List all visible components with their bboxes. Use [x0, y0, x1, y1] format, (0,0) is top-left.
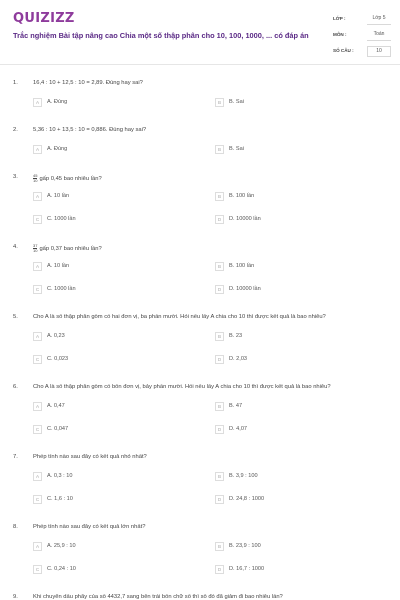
question-text: Cho A là số thập phân gồm có bốn đơn vị, bảy phần mười. Hỏi nếu lấy A chia cho 10 thì được kết quả là bao nhiêu?: [33, 384, 331, 390]
fraction-denominator: 10: [33, 248, 38, 253]
option-b[interactable]: [215, 95, 244, 109]
option-letter-box: A: [33, 402, 42, 411]
question-number: 8.: [13, 524, 18, 530]
option-text: B. 23: [229, 333, 243, 339]
option-text: A. 0,47: [47, 403, 65, 409]
option-letter-box: C: [33, 215, 42, 224]
option-a[interactable]: [33, 259, 69, 273]
question-text-wrapper: [33, 174, 393, 183]
question-number: 9.: [13, 594, 18, 600]
option-text: C. 0,023: [47, 356, 69, 362]
option-text: C. 1000 lần: [47, 286, 76, 292]
option-letter-box: A: [33, 145, 42, 154]
option-letter-box: C: [33, 495, 42, 504]
option-text: B. 100 lần: [229, 193, 255, 199]
option-d[interactable]: [215, 492, 264, 506]
meta-row-grade: [333, 13, 391, 28]
option-letter-box: B: [215, 145, 224, 154]
option-a[interactable]: [33, 189, 69, 203]
option-text: A. Đúng: [47, 146, 68, 152]
option-letter-box: B: [215, 542, 224, 551]
question-number: 6.: [13, 384, 18, 390]
worksheet-title: Trắc nghiệm Bài tập nâng cao Chia một số thập phân cho 10, 100, 1000, ... có đáp án: [13, 31, 309, 40]
option-text: B. 3,9 : 100: [229, 473, 258, 479]
option-b[interactable]: [215, 399, 242, 413]
fraction: [33, 174, 37, 183]
option-b[interactable]: [215, 539, 261, 553]
option-text: D. 24,8 : 1000: [229, 496, 265, 502]
question-1: [0, 78, 400, 125]
fraction-numerator: 45: [33, 174, 38, 178]
option-letter-box: A: [33, 332, 42, 341]
question-2: [0, 125, 400, 172]
option-b[interactable]: [215, 189, 254, 203]
option-d[interactable]: [215, 212, 261, 226]
question-text: Phép tính nào sau đây có kết quả lớn nhất?: [33, 524, 146, 530]
option-text: D. 16,7 : 1000: [229, 566, 265, 572]
option-text: A. 25,9 : 10: [47, 543, 76, 549]
question-number: 2.: [13, 127, 18, 133]
meta-key-grade: LỚP :: [333, 16, 346, 21]
option-c[interactable]: [33, 212, 76, 226]
option-letter-box: D: [215, 495, 224, 504]
option-text: A. 0,3 : 10: [47, 473, 73, 479]
option-text: B. 23,9 : 100: [229, 543, 261, 549]
option-a[interactable]: [33, 95, 67, 109]
option-a[interactable]: [33, 399, 65, 413]
question-text: Cho A là số thập phân gồm có hai đơn vị, ba phần mười. Hỏi nếu lấy A chia cho 10 thì được kết quả là bao nhiêu?: [33, 314, 326, 320]
option-text: A. 0,23: [47, 333, 65, 339]
option-letter-box: A: [33, 192, 42, 201]
option-letter-box: B: [215, 402, 224, 411]
question-text: Phép tính nào sau đây có kết quả nhỏ nhất?: [33, 454, 147, 460]
question-list: [0, 78, 400, 600]
option-text: C. 0,24 : 10: [47, 566, 76, 572]
question-number: 4.: [13, 244, 18, 250]
option-letter-box: B: [215, 332, 224, 341]
meta-key-count: SỐ CÂU :: [333, 48, 354, 53]
option-d[interactable]: [215, 282, 261, 296]
option-a[interactable]: [33, 329, 65, 343]
option-text: C. 1,6 : 10: [47, 496, 73, 502]
fraction-denominator: 10: [33, 178, 38, 183]
option-letter-box: D: [215, 565, 224, 574]
option-text: D. 2,03: [229, 356, 248, 362]
option-b[interactable]: [215, 142, 244, 156]
option-text: A. 10 lần: [47, 193, 70, 199]
option-b[interactable]: [215, 329, 242, 343]
question-5: [0, 312, 400, 382]
question-8: [0, 522, 400, 592]
option-b[interactable]: [215, 259, 254, 273]
option-text: D. 4,07: [229, 426, 248, 432]
option-text: D. 10000 lần: [229, 286, 261, 292]
question-text: 5,36 : 10 + 13,5 : 10 = 0,886. Đúng hay sai?: [33, 127, 147, 133]
question-number: 7.: [13, 454, 18, 460]
worksheet-header: [0, 0, 400, 62]
meta-row-count: [333, 45, 391, 60]
option-letter-box: D: [215, 215, 224, 224]
option-letter-box: C: [33, 425, 42, 434]
option-a[interactable]: [33, 142, 67, 156]
header-divider: [0, 64, 400, 65]
option-text: D. 10000 lần: [229, 216, 261, 222]
worksheet-meta: [333, 13, 391, 61]
quizizz-logo: QUIZIZZ: [13, 11, 75, 26]
option-letter-box: A: [33, 542, 42, 551]
question-text: gấp 0,45 bao nhiêu lần?: [39, 176, 102, 183]
meta-value-count: 10: [367, 46, 391, 57]
option-a[interactable]: [33, 539, 76, 553]
meta-row-subject: [333, 29, 391, 44]
option-c[interactable]: [33, 352, 68, 366]
option-letter-box: A: [33, 262, 42, 271]
option-text: B. 100 lần: [229, 263, 255, 269]
option-letter-box: A: [33, 472, 42, 481]
question-text-wrapper: [33, 244, 393, 253]
fraction-numerator: 37: [33, 244, 38, 248]
option-d[interactable]: [215, 422, 247, 436]
option-letter-box: B: [215, 98, 224, 107]
option-b[interactable]: [215, 469, 258, 483]
question-number: 5.: [13, 314, 18, 320]
question-9: [0, 592, 400, 600]
option-c[interactable]: [33, 492, 73, 506]
option-c[interactable]: [33, 282, 76, 296]
option-letter-box: D: [215, 355, 224, 364]
option-letter-box: D: [215, 425, 224, 434]
meta-value-subject: Toán: [367, 30, 391, 41]
option-a[interactable]: [33, 469, 73, 483]
option-c[interactable]: [33, 422, 68, 436]
option-letter-box: B: [215, 262, 224, 271]
question-number: 1.: [13, 80, 18, 86]
meta-value-grade: Lớp 5: [367, 14, 391, 25]
question-text: 16,4 : 10 + 12,5 : 10 = 2,89. Đúng hay sai?: [33, 80, 143, 86]
option-d[interactable]: [215, 562, 264, 576]
question-text: Khi chuyển dấu phẩy của số 4432,7 sang bên trái bốn chữ số thì số đó đã giảm đi bao nhiêu lần?: [33, 594, 283, 600]
option-d[interactable]: [215, 352, 247, 366]
option-letter-box: C: [33, 565, 42, 574]
option-text: B. Sai: [229, 99, 244, 105]
option-c[interactable]: [33, 562, 76, 576]
option-text: B. Sai: [229, 146, 244, 152]
question-3: [0, 172, 400, 242]
option-letter-box: B: [215, 192, 224, 201]
option-text: B. 47: [229, 403, 243, 409]
option-text: C. 1000 lần: [47, 216, 76, 222]
meta-key-subject: MÔN :: [333, 32, 347, 37]
option-letter-box: C: [33, 285, 42, 294]
option-text: C. 0,047: [47, 426, 69, 432]
option-letter-box: D: [215, 285, 224, 294]
question-6: [0, 382, 400, 452]
question-number: 3.: [13, 174, 18, 180]
fraction: [33, 244, 37, 253]
option-letter-box: C: [33, 355, 42, 364]
question-text: gấp 0,37 bao nhiêu lần?: [39, 246, 102, 253]
option-letter-box: A: [33, 98, 42, 107]
option-text: A. Đúng: [47, 99, 68, 105]
question-4: [0, 242, 400, 312]
option-letter-box: B: [215, 472, 224, 481]
question-7: [0, 452, 400, 522]
option-text: A. 10 lần: [47, 263, 70, 269]
